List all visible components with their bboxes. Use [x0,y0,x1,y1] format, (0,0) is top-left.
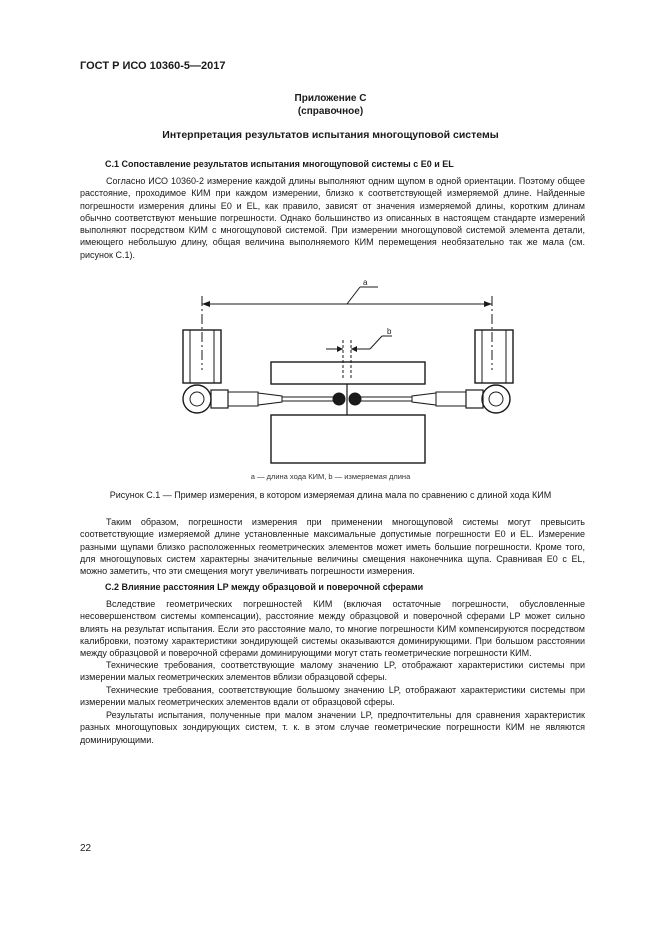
c1-paragraph-1: Согласно ИСО 10360-2 измерение каждой длины выполняют одним щупом в одной ориентации. Поэтому общее расстояние, проходимое КИМ при каждом измерении, близко к соответствующей измеряемой длине. Найденные погрешности измерения длины E0 и EL, как правило, зависят от значения измеряемой длины, коротким длинам обычно соответствуют меньшие погрешности. Однако большинство из описанных в настоящем стандарте измерений выполняют посредством КИМ с многощуповой системой. При измерении многощуповой системой элемента детали, имеющего небольшую длину, общая величина выполняемого КИМ перемещения необязательно так же мала (см. рисунок С.1). [80,176,585,260]
figure-caption: Рисунок С.1 — Пример измерения, в котором измеряемая длина мала по сравнению с длиной хода КИМ [109,490,552,500]
document-header: ГОСТ Р ИСО 10360-5—2017 [80,60,226,72]
annex-heading: Интерпретация результатов испытания многощуповой системы [162,129,499,141]
c2-paragraph-4: Результаты испытания, полученные при малом значении LP, предпочтительны для сравнения характеристик разных многощуповых зондирующих систем, т. к. в этом случае геометрические погрешности КИМ не являются доминирующими. [80,710,585,745]
clause-c1-title: С.1 Сопоставление результатов испытания многощуповой системы с E0 и EL [105,159,454,169]
annex-title: Приложение С [294,93,367,104]
page-number: 22 [80,843,92,854]
figure-legend: a — длина хода КИМ, b — измеряемая длина [250,472,411,481]
c2-paragraph-1: Вследствие геометрических погрешностей КИМ (включая остаточные погрешности, обусловленные несовершенством системы компенсации), расстояние между образцовой и поверочной сферами LP может сильно влиять на результат испытания. Если это расстояние мало, то многие погрешности КИМ компенсируются посредством калибровки, поэтому характеристики зондирующей системы оказываются доминирующими. При большом расстоянии между образцовой и поверочной сферами доминирующими могут стать геометрические погрешности КИМ. [80,599,585,659]
c1-paragraph-2: Таким образом, погрешности измерения при применении многощуповой системы могут превысить соответствующие измеряемой длине установленные максимальные допустимые погрешности E0 и EL. Измерение разными щупами близко расположенных геометрических элементов может иметь большие погрешности. Кроме того, для многощуповых систем характерны значительные величины смещения наконечника щупа. Сравнивая E0 с EL, можно заметить, что эти смещения могут увеличивать погрешности измерения. [80,517,585,577]
c2-paragraph-2: Технические требования, соответствующие малому значению LP, отображают характеристики системы при измерении малых геометрических элементов вблизи образцовой сферы. [80,660,585,683]
figure-label-b: b [387,327,392,336]
figure-label-a: a [363,278,368,287]
annex-subtitle: (справочное) [297,106,364,117]
clause-c2-title: С.2 Влияние расстояния LP между образцовой и поверочной сферами [105,582,424,592]
c2-paragraph-3: Технические требования, соответствующие большому значению LP, отображают характеристики системы при измерении малых геометрических элементов вдали от образцовой сферы. [80,685,585,708]
